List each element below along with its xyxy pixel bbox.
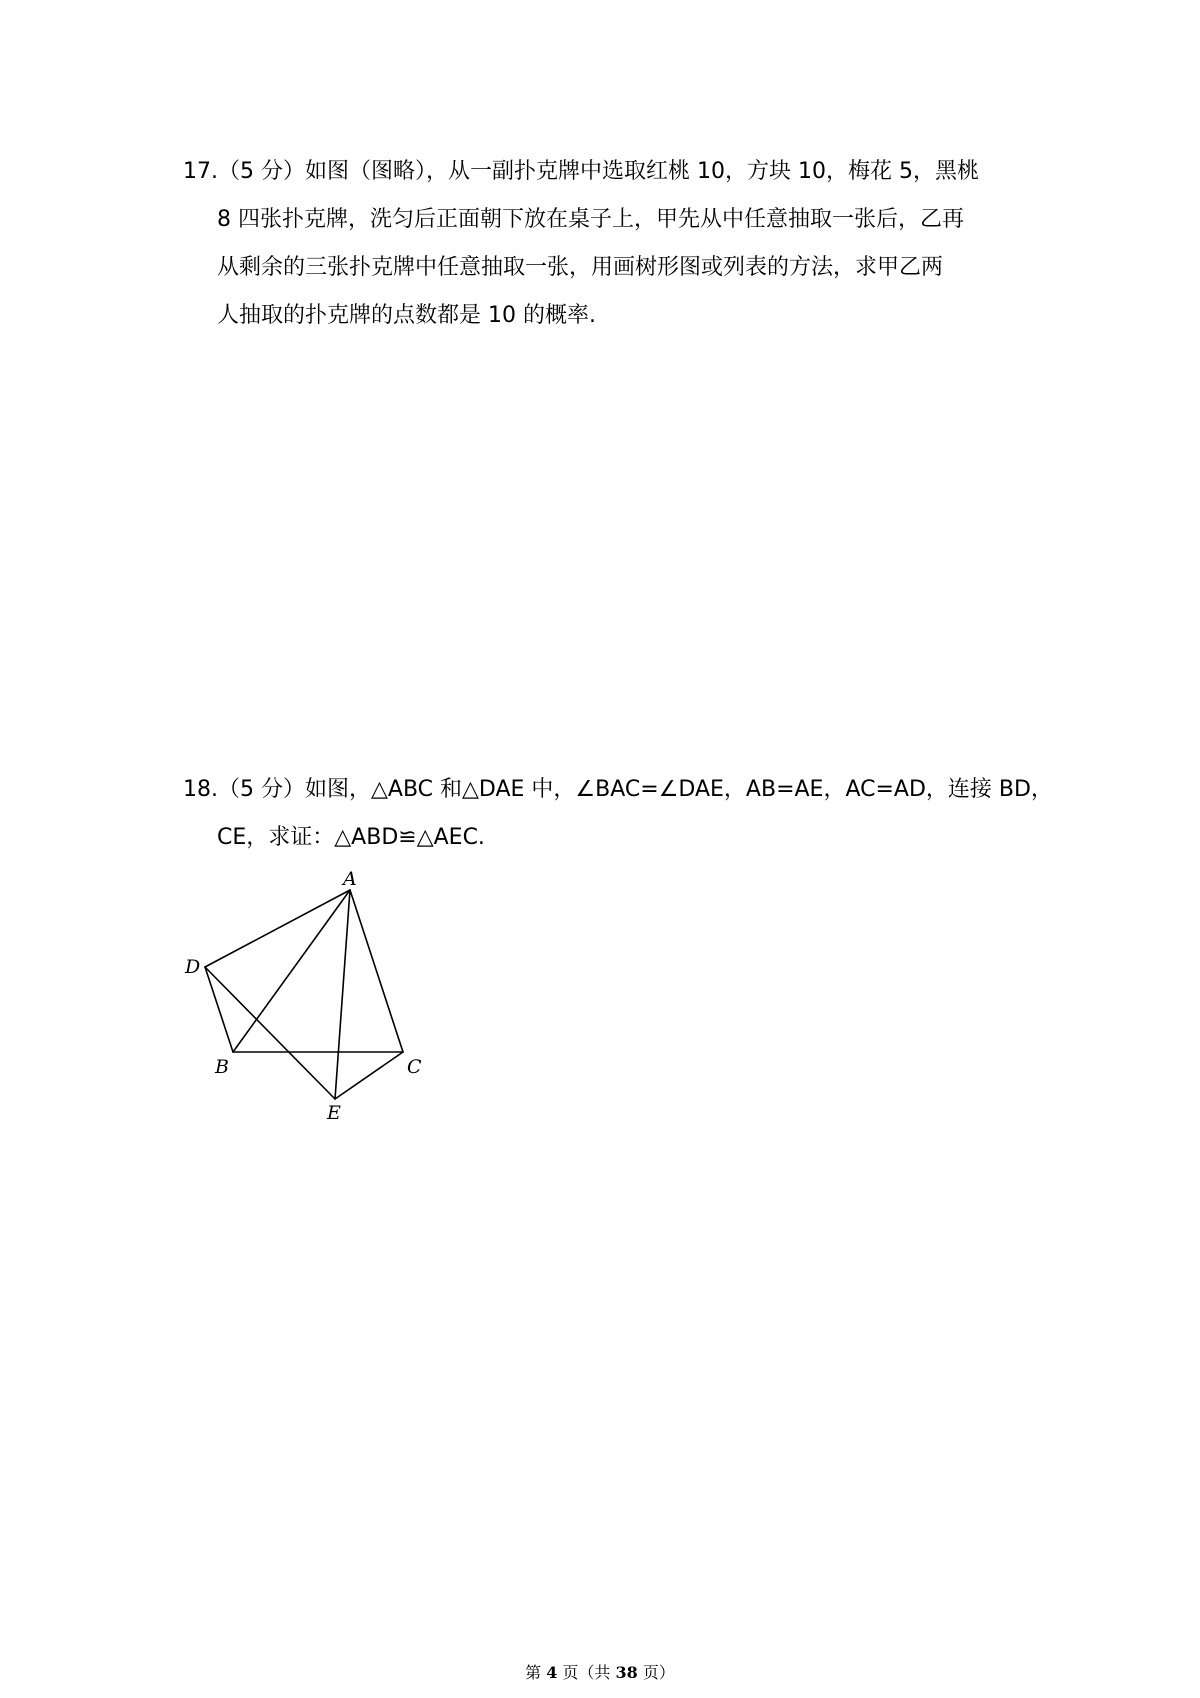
triangle-diagram bbox=[175, 855, 435, 1120]
footer-total-pages: 38 bbox=[615, 1663, 638, 1682]
footer-suffix: 页） bbox=[637, 1663, 675, 1682]
segment-ab bbox=[233, 890, 350, 1052]
question-17 bbox=[183, 148, 1033, 340]
segment-ae bbox=[335, 890, 350, 1099]
question-17-line-4: 人抽取的扑克牌的点数都是 10 的概率. bbox=[217, 303, 596, 328]
question-18-line-1: 18.（5 分）如图，△ABC 和△DAE 中，∠BAC=∠DAE，AB=AE，AC=AD，连接 BD， bbox=[183, 777, 1053, 802]
label-c: C bbox=[407, 1056, 422, 1078]
question-17-line-3: 从剩余的三张扑克牌中任意抽取一张，用画树形图或列表的方法，求甲乙两 bbox=[217, 255, 944, 280]
footer-middle: 页（共 bbox=[557, 1663, 616, 1682]
question-17-line-1: 17.（5 分）如图（图略），从一副扑克牌中选取红桃 10，方块 10，梅花 5，黑桃 bbox=[183, 159, 979, 184]
label-e: E bbox=[327, 1102, 341, 1120]
segment-db bbox=[205, 967, 233, 1052]
label-a: A bbox=[343, 868, 357, 890]
segment-da bbox=[205, 890, 350, 967]
segment-de bbox=[205, 967, 335, 1099]
page-footer bbox=[0, 1660, 1200, 1683]
segment-ac bbox=[350, 890, 403, 1052]
label-b: B bbox=[215, 1056, 229, 1078]
question-18-line-2: CE，求证：△ABD≌△AEC. bbox=[217, 825, 485, 850]
label-d: D bbox=[185, 956, 201, 978]
geometry-figure bbox=[175, 855, 435, 1120]
question-18 bbox=[183, 766, 1053, 862]
segment-ce bbox=[335, 1052, 403, 1099]
footer-page-number: 4 bbox=[546, 1663, 558, 1682]
footer-prefix: 第 bbox=[525, 1663, 547, 1682]
question-17-line-2: 8 四张扑克牌，洗匀后正面朝下放在桌子上，甲先从中任意抽取一张后，乙再 bbox=[217, 207, 964, 232]
